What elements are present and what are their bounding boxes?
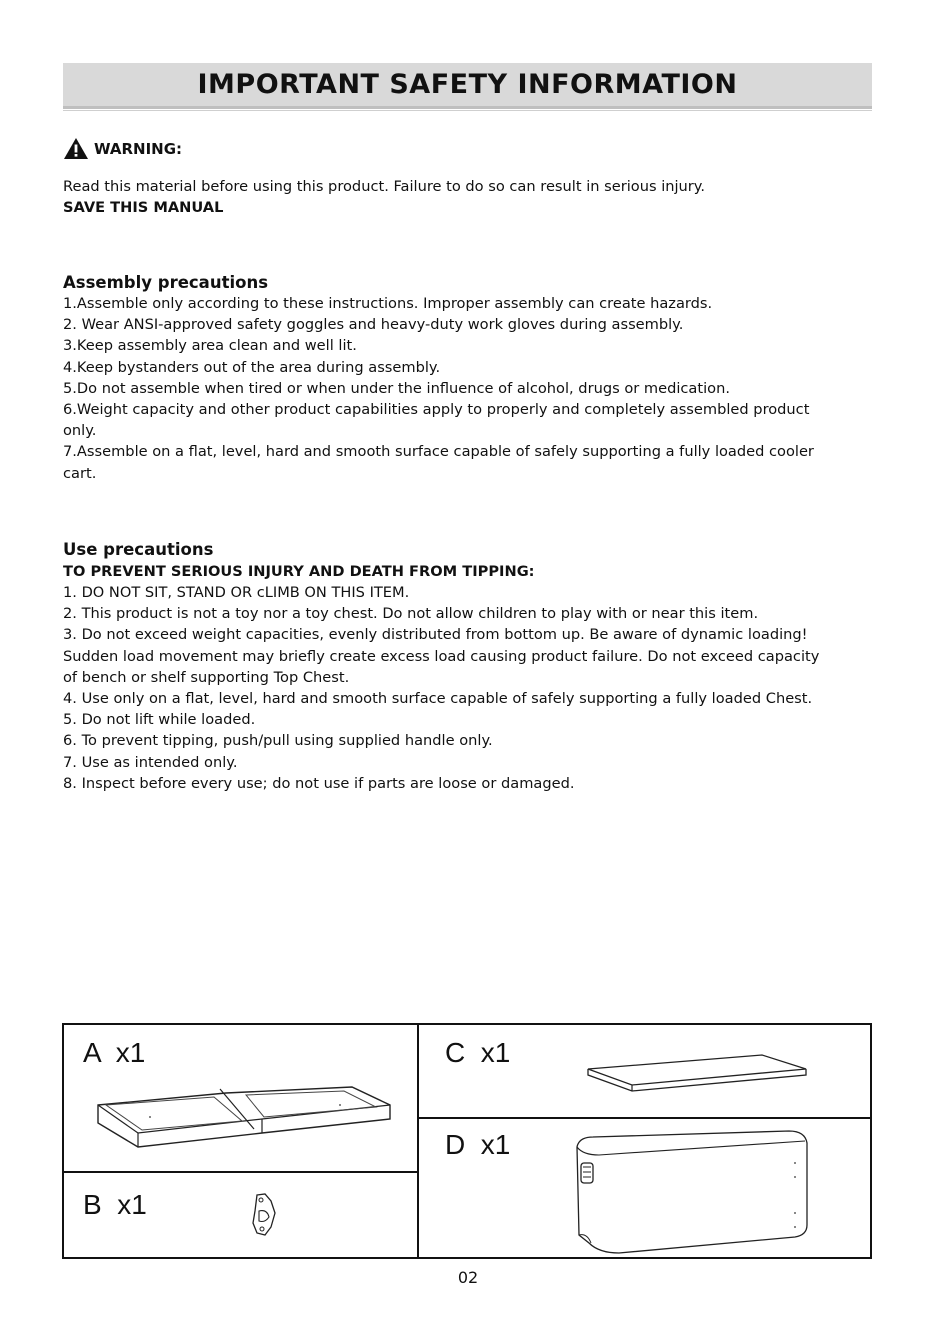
part-label: B x1 <box>83 1189 147 1220</box>
assembly-line: only. <box>63 422 97 440</box>
assembly-line: 3.Keep assembly area clean and well lit. <box>63 337 357 355</box>
use-line: 6. To prevent tipping, push/pull using supplied handle only. <box>63 732 493 750</box>
part-cell-c <box>419 1025 870 1119</box>
part-cell-d <box>419 1119 870 1257</box>
warning-label: WARNING: <box>94 139 183 158</box>
assembly-line: 4.Keep bystanders out of the area during assembly. <box>63 358 441 376</box>
assembly-line: 6.Weight capacity and other product capabilities apply to properly and completely assembled product <box>63 401 810 419</box>
use-line: 2. This product is not a toy nor a toy chest. Do not allow children to play with or near this item. <box>63 605 759 623</box>
use-line: of bench or shelf supporting Top Chest. <box>63 668 350 686</box>
assembly-line: 7.Assemble on a flat, level, hard and smooth surface capable of safely supporting a fully loaded cooler <box>63 443 814 461</box>
save-manual-text: SAVE THIS MANUAL <box>63 199 224 216</box>
bottle-opener-icon <box>247 1193 283 1237</box>
assembly-line: 2. Wear ANSI-approved safety goggles and heavy-duty work gloves during assembly. <box>63 316 684 334</box>
part-cell-a <box>64 1025 419 1173</box>
part-label: A x1 <box>83 1037 146 1068</box>
warning-triangle-icon <box>63 137 89 160</box>
assembly-line: 1.Assemble only according to these instructions. Improper assembly can create hazards. <box>63 295 713 312</box>
part-label: C x1 <box>445 1037 511 1068</box>
part-label: D x1 <box>445 1129 511 1160</box>
use-subheading: TO PREVENT SERIOUS INJURY AND DEATH FROM TIPPING: <box>63 563 535 580</box>
assembly-line: cart. <box>63 464 97 482</box>
title-divider <box>63 110 872 111</box>
title-bar <box>63 63 872 109</box>
use-line: 5. Do not lift while loaded. <box>63 711 256 729</box>
assembly-heading: Assembly precautions <box>63 273 269 292</box>
assembly-line: 5.Do not assemble when tired or when under the influence of alcohol, drugs or medication. <box>63 379 730 397</box>
use-line: 1. DO NOT SIT, STAND OR cLIMB ON THIS ITEM. <box>63 584 410 601</box>
use-line: 4. Use only on a flat, level, hard and smooth surface capable of safely supporting a fully loaded Chest. <box>63 690 813 708</box>
warning-label-row <box>63 137 182 160</box>
part-cell-b <box>64 1173 419 1257</box>
folding-table-top-icon <box>94 1083 394 1153</box>
parts-table <box>62 1023 872 1259</box>
warning-text: Read this material before using this product. Failure to do so can result in serious injury. <box>63 178 705 195</box>
use-line: Sudden load movement may briefly create excess load causing product failure. Do not exceed capacity <box>63 647 820 665</box>
use-line: 8. Inspect before every use; do not use if parts are loose or damaged. <box>63 774 575 792</box>
use-heading: Use precautions <box>63 540 214 559</box>
use-line: 3. Do not exceed weight capacities, evenly distributed from bottom up. Be aware of dynamic loading! <box>63 626 808 644</box>
assembly-list <box>63 293 814 484</box>
use-line: 7. Use as intended only. <box>63 753 238 771</box>
page-number: 02 <box>457 1268 479 1287</box>
shelf-board-icon <box>584 1049 810 1095</box>
page-title: IMPORTANT SAFETY INFORMATION <box>197 69 738 100</box>
cooler-chest-icon <box>569 1125 819 1255</box>
use-list <box>63 582 819 794</box>
